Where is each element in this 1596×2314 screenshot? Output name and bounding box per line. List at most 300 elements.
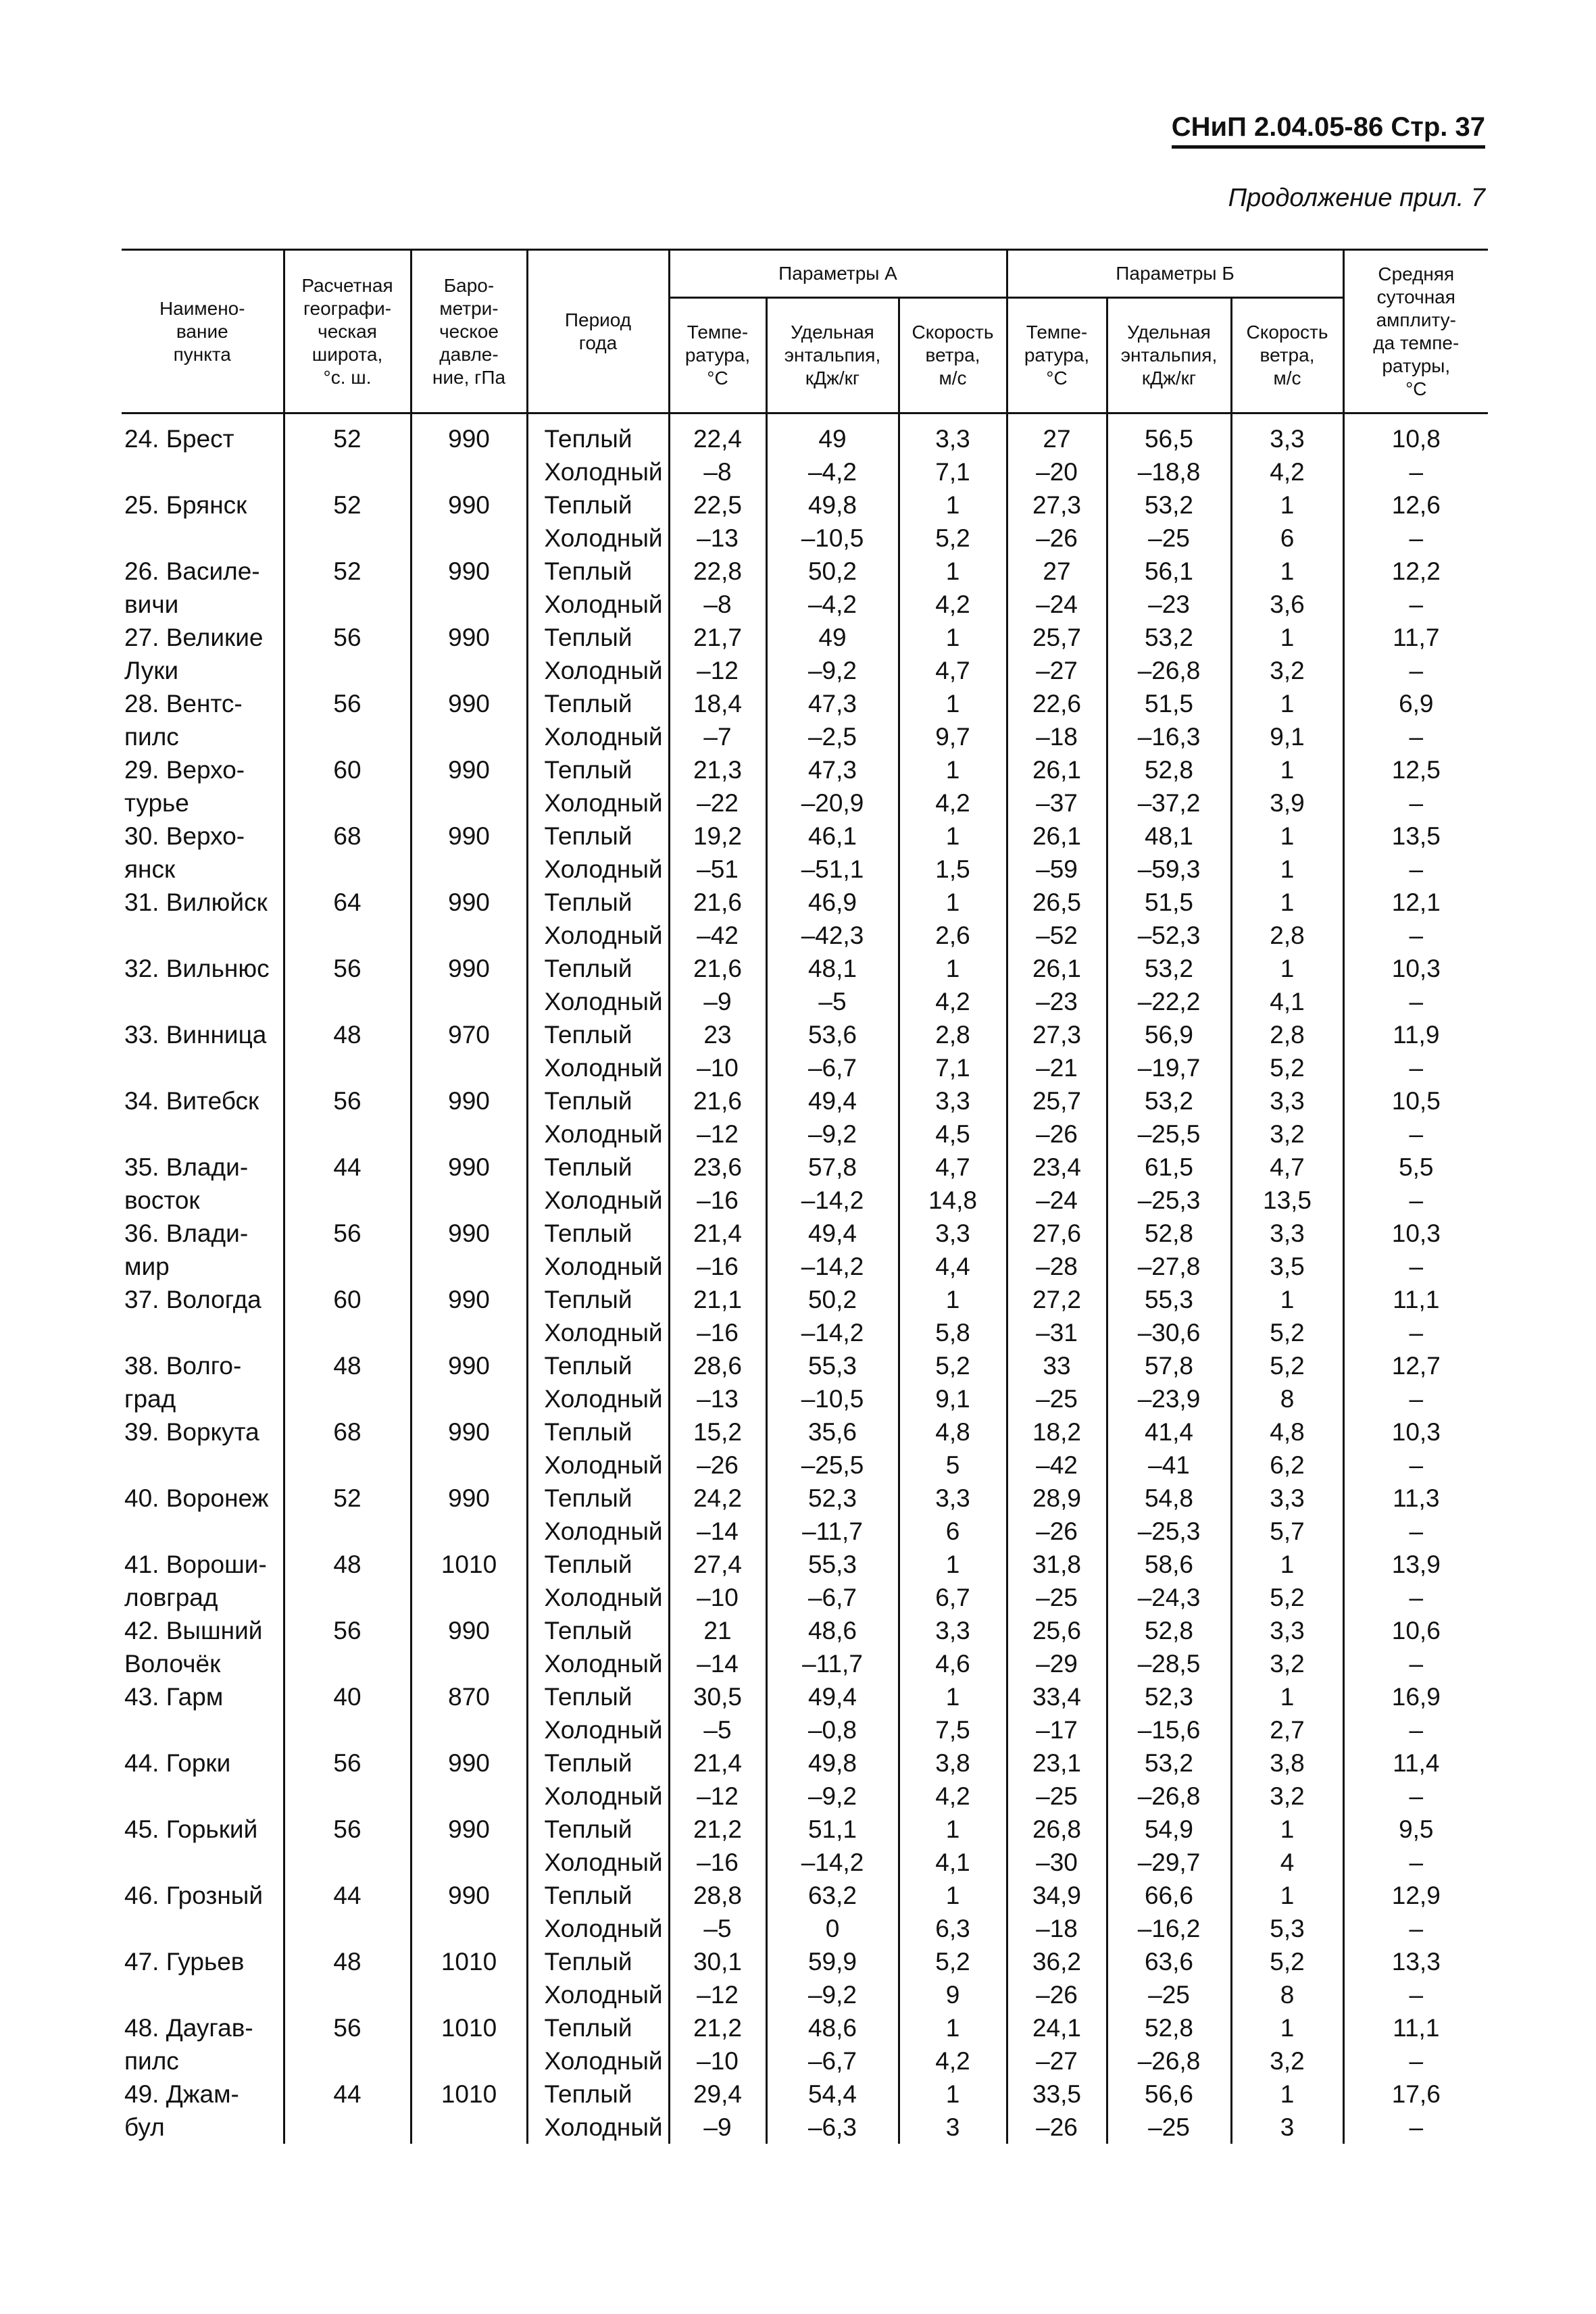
amplitude-cell: – bbox=[1343, 588, 1488, 621]
station-name: 29. Верхо- bbox=[124, 756, 245, 784]
table-body bbox=[122, 413, 1488, 2144]
station-name: 32. Вильнюс bbox=[124, 955, 270, 982]
period-cell: Теплый bbox=[527, 1746, 669, 1780]
station-name-continued bbox=[122, 919, 284, 952]
a-temp-cell: 28,8 bbox=[669, 1879, 766, 1912]
station-name-continued bbox=[122, 1846, 284, 1879]
pressure-cell-empty bbox=[411, 1647, 527, 1680]
amplitude-cell: 10,3 bbox=[1343, 1415, 1488, 1449]
b-wind-cell: 1 bbox=[1231, 555, 1343, 588]
pressure-cell-empty bbox=[411, 1978, 527, 2011]
b-enthalpy-cell: 55,3 bbox=[1107, 1283, 1231, 1316]
table-row bbox=[122, 1316, 1488, 1349]
table-row bbox=[122, 1382, 1488, 1415]
amplitude-cell: – bbox=[1343, 1449, 1488, 1482]
b-wind-cell: 5,3 bbox=[1231, 1912, 1343, 1945]
station-name: 34. Витебск bbox=[124, 1087, 259, 1115]
pressure-cell: 870 bbox=[411, 1680, 527, 1713]
a-temp-cell: 23,6 bbox=[669, 1151, 766, 1184]
a-enthalpy-cell: 47,3 bbox=[766, 753, 899, 786]
a-wind-cell: 9,7 bbox=[899, 720, 1007, 753]
b-wind-cell: 1 bbox=[1231, 952, 1343, 985]
station-name-continued: турье bbox=[124, 789, 189, 817]
amplitude-cell: – bbox=[1343, 1051, 1488, 1084]
station-name-continued bbox=[122, 985, 284, 1018]
pressure-cell-empty bbox=[411, 720, 527, 753]
a-temp-cell: 29,4 bbox=[669, 2078, 766, 2111]
b-enthalpy-cell: 52,3 bbox=[1107, 1680, 1231, 1713]
pressure-cell: 990 bbox=[411, 886, 527, 919]
b-temp-cell: 27,3 bbox=[1007, 1018, 1107, 1051]
table-row bbox=[122, 1415, 1488, 1449]
a-wind-cell: 4,8 bbox=[899, 1415, 1007, 1449]
a-wind-cell: 5,2 bbox=[899, 1945, 1007, 1978]
period-cell: Теплый bbox=[527, 1415, 669, 1449]
latitude-cell: 60 bbox=[284, 1283, 411, 1316]
pressure-cell: 970 bbox=[411, 1018, 527, 1051]
amplitude-cell: 12,5 bbox=[1343, 753, 1488, 786]
amplitude-cell: 12,1 bbox=[1343, 886, 1488, 919]
b-enthalpy-cell: 51,5 bbox=[1107, 687, 1231, 720]
a-temp-cell: –22 bbox=[669, 786, 766, 820]
period-cell: Холодный bbox=[527, 786, 669, 820]
a-enthalpy-cell: 52,3 bbox=[766, 1482, 899, 1515]
b-enthalpy-cell: –19,7 bbox=[1107, 1051, 1231, 1084]
table-row bbox=[122, 952, 1488, 985]
b-enthalpy-cell: –52,3 bbox=[1107, 919, 1231, 952]
table-row bbox=[122, 1879, 1488, 1912]
amplitude-cell: – bbox=[1343, 2111, 1488, 2144]
b-enthalpy-cell: –25 bbox=[1107, 1978, 1231, 2011]
table-row bbox=[122, 2078, 1488, 2111]
a-enthalpy-cell: 55,3 bbox=[766, 1349, 899, 1382]
pressure-cell-empty bbox=[411, 455, 527, 488]
period-cell: Холодный bbox=[527, 1250, 669, 1283]
a-temp-cell: 19,2 bbox=[669, 820, 766, 853]
period-cell: Холодный bbox=[527, 1515, 669, 1548]
b-wind-cell: 5,2 bbox=[1231, 1945, 1343, 1978]
a-temp-cell: 21,2 bbox=[669, 2011, 766, 2044]
a-enthalpy-cell: –9,2 bbox=[766, 1117, 899, 1151]
a-temp-cell: –12 bbox=[669, 1780, 766, 1813]
b-wind-cell: 4,7 bbox=[1231, 1151, 1343, 1184]
table-row bbox=[122, 1647, 1488, 1680]
a-wind-cell: 1 bbox=[899, 555, 1007, 588]
b-temp-cell: 22,6 bbox=[1007, 687, 1107, 720]
a-enthalpy-cell: 50,2 bbox=[766, 1283, 899, 1316]
amplitude-cell: – bbox=[1343, 1515, 1488, 1548]
a-enthalpy-cell: 46,9 bbox=[766, 886, 899, 919]
latitude-cell: 56 bbox=[284, 1217, 411, 1250]
b-enthalpy-cell: –37,2 bbox=[1107, 786, 1231, 820]
a-temp-cell: 22,8 bbox=[669, 555, 766, 588]
table-row bbox=[122, 455, 1488, 488]
a-enthalpy-cell: 50,2 bbox=[766, 555, 899, 588]
a-enthalpy-cell: –14,2 bbox=[766, 1316, 899, 1349]
pressure-cell-empty bbox=[411, 985, 527, 1018]
b-wind-cell: 4,2 bbox=[1231, 455, 1343, 488]
a-temp-cell: 30,5 bbox=[669, 1680, 766, 1713]
b-temp-cell: –31 bbox=[1007, 1316, 1107, 1349]
b-temp-cell: 28,9 bbox=[1007, 1482, 1107, 1515]
b-wind-cell: 1 bbox=[1231, 488, 1343, 522]
pressure-cell: 990 bbox=[411, 1349, 527, 1382]
a-wind-cell: 2,8 bbox=[899, 1018, 1007, 1051]
table-row bbox=[122, 2111, 1488, 2144]
station-name-continued bbox=[122, 1713, 284, 1746]
period-cell: Теплый bbox=[527, 555, 669, 588]
latitude-cell-empty bbox=[284, 2044, 411, 2078]
latitude-cell: 48 bbox=[284, 1548, 411, 1581]
b-enthalpy-cell: 56,1 bbox=[1107, 555, 1231, 588]
pressure-cell: 990 bbox=[411, 753, 527, 786]
station-name: 24. Брест bbox=[124, 425, 234, 453]
a-wind-cell: 7,1 bbox=[899, 1051, 1007, 1084]
table-row bbox=[122, 753, 1488, 786]
table-row bbox=[122, 1846, 1488, 1879]
b-enthalpy-cell: –41 bbox=[1107, 1449, 1231, 1482]
period-cell: Холодный bbox=[527, 1051, 669, 1084]
amplitude-cell: 17,6 bbox=[1343, 2078, 1488, 2111]
station-name-continued bbox=[122, 1978, 284, 2011]
latitude-cell: 56 bbox=[284, 2011, 411, 2044]
header-a-enthalpy: Удельная энтальпия, кДж/кг bbox=[766, 298, 899, 413]
b-temp-cell: –26 bbox=[1007, 1978, 1107, 2011]
b-enthalpy-cell: –25,3 bbox=[1107, 1184, 1231, 1217]
station-name-continued: Волочёк bbox=[124, 1650, 221, 1678]
table-row bbox=[122, 1250, 1488, 1283]
table-row bbox=[122, 588, 1488, 621]
a-wind-cell: 3,3 bbox=[899, 1614, 1007, 1647]
station-name-continued: пилс bbox=[124, 723, 179, 751]
station-name: 43. Гарм bbox=[124, 1683, 224, 1711]
a-wind-cell: 4,2 bbox=[899, 588, 1007, 621]
a-wind-cell: 4,1 bbox=[899, 1846, 1007, 1879]
pressure-cell-empty bbox=[411, 1780, 527, 1813]
table-row bbox=[122, 853, 1488, 886]
pressure-cell-empty bbox=[411, 1316, 527, 1349]
table-row bbox=[122, 1581, 1488, 1614]
a-enthalpy-cell: –4,2 bbox=[766, 455, 899, 488]
b-enthalpy-cell: 56,9 bbox=[1107, 1018, 1231, 1051]
period-cell: Теплый bbox=[527, 687, 669, 720]
b-wind-cell: 5,7 bbox=[1231, 1515, 1343, 1548]
period-cell: Теплый bbox=[527, 413, 669, 456]
table-row bbox=[122, 1614, 1488, 1647]
b-enthalpy-cell: –25,3 bbox=[1107, 1515, 1231, 1548]
table-row bbox=[122, 687, 1488, 720]
b-temp-cell: –18 bbox=[1007, 1912, 1107, 1945]
a-temp-cell: –16 bbox=[669, 1250, 766, 1283]
amplitude-cell: – bbox=[1343, 1382, 1488, 1415]
b-temp-cell: –25 bbox=[1007, 1382, 1107, 1415]
a-wind-cell: 1 bbox=[899, 2078, 1007, 2111]
b-temp-cell: 27 bbox=[1007, 413, 1107, 456]
amplitude-cell: 11,7 bbox=[1343, 621, 1488, 654]
amplitude-cell: 13,5 bbox=[1343, 820, 1488, 853]
station-name-continued bbox=[122, 1117, 284, 1151]
a-temp-cell: –5 bbox=[669, 1912, 766, 1945]
a-temp-cell: 21,2 bbox=[669, 1813, 766, 1846]
amplitude-cell: 10,3 bbox=[1343, 952, 1488, 985]
amplitude-cell: 10,3 bbox=[1343, 1217, 1488, 1250]
amplitude-cell: – bbox=[1343, 1581, 1488, 1614]
period-cell: Холодный bbox=[527, 1581, 669, 1614]
b-wind-cell: 5,2 bbox=[1231, 1349, 1343, 1382]
b-temp-cell: 25,7 bbox=[1007, 1084, 1107, 1117]
table-row bbox=[122, 1482, 1488, 1515]
table-row bbox=[122, 1184, 1488, 1217]
a-temp-cell: 21,6 bbox=[669, 886, 766, 919]
b-enthalpy-cell: 56,6 bbox=[1107, 2078, 1231, 2111]
pressure-cell-empty bbox=[411, 1912, 527, 1945]
a-wind-cell: 5,2 bbox=[899, 1349, 1007, 1382]
b-temp-cell: –42 bbox=[1007, 1449, 1107, 1482]
b-temp-cell: 33,4 bbox=[1007, 1680, 1107, 1713]
a-temp-cell: –12 bbox=[669, 654, 766, 687]
period-cell: Теплый bbox=[527, 820, 669, 853]
a-wind-cell: 1 bbox=[899, 952, 1007, 985]
a-wind-cell: 1,5 bbox=[899, 853, 1007, 886]
period-cell: Теплый bbox=[527, 1813, 669, 1846]
a-wind-cell: 1 bbox=[899, 621, 1007, 654]
latitude-cell: 56 bbox=[284, 1813, 411, 1846]
pressure-cell-empty bbox=[411, 1382, 527, 1415]
table-row bbox=[122, 1713, 1488, 1746]
pressure-cell-empty bbox=[411, 1250, 527, 1283]
amplitude-cell: 9,5 bbox=[1343, 1813, 1488, 1846]
a-enthalpy-cell: –14,2 bbox=[766, 1250, 899, 1283]
period-cell: Теплый bbox=[527, 1349, 669, 1382]
b-wind-cell: 1 bbox=[1231, 621, 1343, 654]
period-cell: Теплый bbox=[527, 1217, 669, 1250]
a-wind-cell: 1 bbox=[899, 1879, 1007, 1912]
amplitude-cell: 13,9 bbox=[1343, 1548, 1488, 1581]
header-params-b: Параметры Б bbox=[1007, 251, 1343, 298]
b-wind-cell: 1 bbox=[1231, 2011, 1343, 2044]
pressure-cell-empty bbox=[411, 654, 527, 687]
header-name: Наимено- вание пункта bbox=[122, 251, 284, 413]
pressure-cell-empty bbox=[411, 1713, 527, 1746]
pressure-cell-empty bbox=[411, 588, 527, 621]
b-enthalpy-cell: 52,8 bbox=[1107, 1614, 1231, 1647]
pressure-cell-empty bbox=[411, 1846, 527, 1879]
a-wind-cell: 6,7 bbox=[899, 1581, 1007, 1614]
a-temp-cell: –10 bbox=[669, 1051, 766, 1084]
b-temp-cell: 24,1 bbox=[1007, 2011, 1107, 2044]
a-enthalpy-cell: 51,1 bbox=[766, 1813, 899, 1846]
latitude-cell: 44 bbox=[284, 2078, 411, 2111]
latitude-cell: 40 bbox=[284, 1680, 411, 1713]
header-amplitude: Средняя суточная амплиту- да темпе- ратуры, °С bbox=[1343, 251, 1488, 413]
pressure-cell: 990 bbox=[411, 413, 527, 456]
b-enthalpy-cell: 66,6 bbox=[1107, 1879, 1231, 1912]
a-enthalpy-cell: 47,3 bbox=[766, 687, 899, 720]
a-enthalpy-cell: –25,5 bbox=[766, 1449, 899, 1482]
a-wind-cell: 3,3 bbox=[899, 1217, 1007, 1250]
a-enthalpy-cell: –51,1 bbox=[766, 853, 899, 886]
latitude-cell: 56 bbox=[284, 1614, 411, 1647]
a-temp-cell: –14 bbox=[669, 1515, 766, 1548]
station-name: 42. Вышний bbox=[124, 1617, 263, 1644]
b-wind-cell: 1 bbox=[1231, 2078, 1343, 2111]
station-name: 40. Воронеж bbox=[124, 1484, 269, 1512]
b-enthalpy-cell: –27,8 bbox=[1107, 1250, 1231, 1283]
b-wind-cell: 4 bbox=[1231, 1846, 1343, 1879]
amplitude-cell: – bbox=[1343, 455, 1488, 488]
b-wind-cell: 2,8 bbox=[1231, 919, 1343, 952]
table-row bbox=[122, 886, 1488, 919]
b-wind-cell: 3,3 bbox=[1231, 413, 1343, 456]
header-period: Период года bbox=[527, 251, 669, 413]
a-enthalpy-cell: 49,4 bbox=[766, 1680, 899, 1713]
latitude-cell-empty bbox=[284, 522, 411, 555]
pressure-cell: 990 bbox=[411, 1217, 527, 1250]
latitude-cell-empty bbox=[284, 853, 411, 886]
latitude-cell: 48 bbox=[284, 1945, 411, 1978]
station-name-continued: бул bbox=[124, 2113, 165, 2141]
table-row bbox=[122, 1746, 1488, 1780]
period-cell: Холодный bbox=[527, 522, 669, 555]
station-name: 39. Воркута bbox=[124, 1418, 259, 1446]
b-wind-cell: 8 bbox=[1231, 1978, 1343, 2011]
b-temp-cell: 23,1 bbox=[1007, 1746, 1107, 1780]
latitude-cell-empty bbox=[284, 1912, 411, 1945]
latitude-cell-empty bbox=[284, 1846, 411, 1879]
a-wind-cell: 7,1 bbox=[899, 455, 1007, 488]
period-cell: Холодный bbox=[527, 1978, 669, 2011]
a-enthalpy-cell: 57,8 bbox=[766, 1151, 899, 1184]
a-wind-cell: 4,2 bbox=[899, 2044, 1007, 2078]
b-temp-cell: –24 bbox=[1007, 588, 1107, 621]
station-name: 41. Вороши- bbox=[124, 1551, 267, 1578]
pressure-cell-empty bbox=[411, 919, 527, 952]
period-cell: Теплый bbox=[527, 2011, 669, 2044]
a-temp-cell: –12 bbox=[669, 1117, 766, 1151]
period-cell: Холодный bbox=[527, 985, 669, 1018]
b-wind-cell: 8 bbox=[1231, 1382, 1343, 1415]
latitude-cell: 52 bbox=[284, 488, 411, 522]
b-wind-cell: 1 bbox=[1231, 1283, 1343, 1316]
a-enthalpy-cell: –10,5 bbox=[766, 1382, 899, 1415]
running-head: СНиП 2.04.05-86 Стр. 37 bbox=[1172, 112, 1485, 149]
amplitude-cell: – bbox=[1343, 1117, 1488, 1151]
b-wind-cell: 3,2 bbox=[1231, 1780, 1343, 1813]
latitude-cell-empty bbox=[284, 1581, 411, 1614]
b-enthalpy-cell: –26,8 bbox=[1107, 1780, 1231, 1813]
b-temp-cell: 26,1 bbox=[1007, 753, 1107, 786]
b-wind-cell: 5,2 bbox=[1231, 1316, 1343, 1349]
pressure-cell: 990 bbox=[411, 687, 527, 720]
b-temp-cell: –21 bbox=[1007, 1051, 1107, 1084]
b-temp-cell: –28 bbox=[1007, 1250, 1107, 1283]
b-wind-cell: 3,2 bbox=[1231, 654, 1343, 687]
b-wind-cell: 6 bbox=[1231, 522, 1343, 555]
a-wind-cell: 3,8 bbox=[899, 1746, 1007, 1780]
amplitude-cell: 12,2 bbox=[1343, 555, 1488, 588]
table-row bbox=[122, 1780, 1488, 1813]
a-enthalpy-cell: –11,7 bbox=[766, 1647, 899, 1680]
a-enthalpy-cell: –9,2 bbox=[766, 1978, 899, 2011]
amplitude-cell: – bbox=[1343, 1647, 1488, 1680]
b-temp-cell: –59 bbox=[1007, 853, 1107, 886]
latitude-cell: 48 bbox=[284, 1349, 411, 1382]
latitude-cell-empty bbox=[284, 654, 411, 687]
period-cell: Теплый bbox=[527, 621, 669, 654]
a-enthalpy-cell: 59,9 bbox=[766, 1945, 899, 1978]
b-enthalpy-cell: 53,2 bbox=[1107, 952, 1231, 985]
table-row bbox=[122, 2011, 1488, 2044]
b-enthalpy-cell: 52,8 bbox=[1107, 753, 1231, 786]
b-enthalpy-cell: –29,7 bbox=[1107, 1846, 1231, 1879]
b-temp-cell: –37 bbox=[1007, 786, 1107, 820]
period-cell: Холодный bbox=[527, 654, 669, 687]
b-temp-cell: –25 bbox=[1007, 1780, 1107, 1813]
a-enthalpy-cell: 48,6 bbox=[766, 2011, 899, 2044]
pressure-cell: 990 bbox=[411, 621, 527, 654]
pressure-cell: 990 bbox=[411, 555, 527, 588]
pressure-cell: 990 bbox=[411, 1879, 527, 1912]
a-temp-cell: –7 bbox=[669, 720, 766, 753]
station-name-continued bbox=[122, 455, 284, 488]
a-temp-cell: 21,4 bbox=[669, 1217, 766, 1250]
a-wind-cell: 4,2 bbox=[899, 786, 1007, 820]
period-cell: Теплый bbox=[527, 1879, 669, 1912]
station-name: 47. Гурьев bbox=[124, 1948, 245, 1976]
b-wind-cell: 3,9 bbox=[1231, 786, 1343, 820]
amplitude-cell: 11,1 bbox=[1343, 1283, 1488, 1316]
a-wind-cell: 3,3 bbox=[899, 1482, 1007, 1515]
b-temp-cell: 27,6 bbox=[1007, 1217, 1107, 1250]
pressure-cell: 1010 bbox=[411, 1548, 527, 1581]
a-enthalpy-cell: –14,2 bbox=[766, 1846, 899, 1879]
amplitude-cell: 10,5 bbox=[1343, 1084, 1488, 1117]
a-enthalpy-cell: –20,9 bbox=[766, 786, 899, 820]
a-enthalpy-cell: 0 bbox=[766, 1912, 899, 1945]
latitude-cell: 64 bbox=[284, 886, 411, 919]
latitude-cell-empty bbox=[284, 1713, 411, 1746]
b-wind-cell: 3,2 bbox=[1231, 2044, 1343, 2078]
pressure-cell-empty bbox=[411, 786, 527, 820]
amplitude-cell: 16,9 bbox=[1343, 1680, 1488, 1713]
pressure-cell-empty bbox=[411, 1581, 527, 1614]
latitude-cell: 56 bbox=[284, 1746, 411, 1780]
a-temp-cell: –16 bbox=[669, 1846, 766, 1879]
amplitude-cell: 10,8 bbox=[1343, 413, 1488, 456]
amplitude-cell: – bbox=[1343, 522, 1488, 555]
a-temp-cell: –8 bbox=[669, 588, 766, 621]
b-enthalpy-cell: –16,3 bbox=[1107, 720, 1231, 753]
pressure-cell: 990 bbox=[411, 1813, 527, 1846]
a-wind-cell: 1 bbox=[899, 753, 1007, 786]
b-temp-cell: 23,4 bbox=[1007, 1151, 1107, 1184]
station-name: 37. Вологда bbox=[124, 1286, 261, 1313]
period-cell: Теплый bbox=[527, 1614, 669, 1647]
station-name: 38. Волго- bbox=[124, 1352, 242, 1380]
latitude-cell-empty bbox=[284, 1780, 411, 1813]
pressure-cell: 1010 bbox=[411, 2011, 527, 2044]
b-temp-cell: –29 bbox=[1007, 1647, 1107, 1680]
a-enthalpy-cell: 49 bbox=[766, 621, 899, 654]
period-cell: Холодный bbox=[527, 1647, 669, 1680]
a-temp-cell: 22,4 bbox=[669, 413, 766, 456]
table-row bbox=[122, 1217, 1488, 1250]
a-wind-cell: 1 bbox=[899, 1813, 1007, 1846]
pressure-cell: 990 bbox=[411, 1084, 527, 1117]
period-cell: Холодный bbox=[527, 720, 669, 753]
table-row bbox=[122, 488, 1488, 522]
pressure-cell-empty bbox=[411, 1117, 527, 1151]
